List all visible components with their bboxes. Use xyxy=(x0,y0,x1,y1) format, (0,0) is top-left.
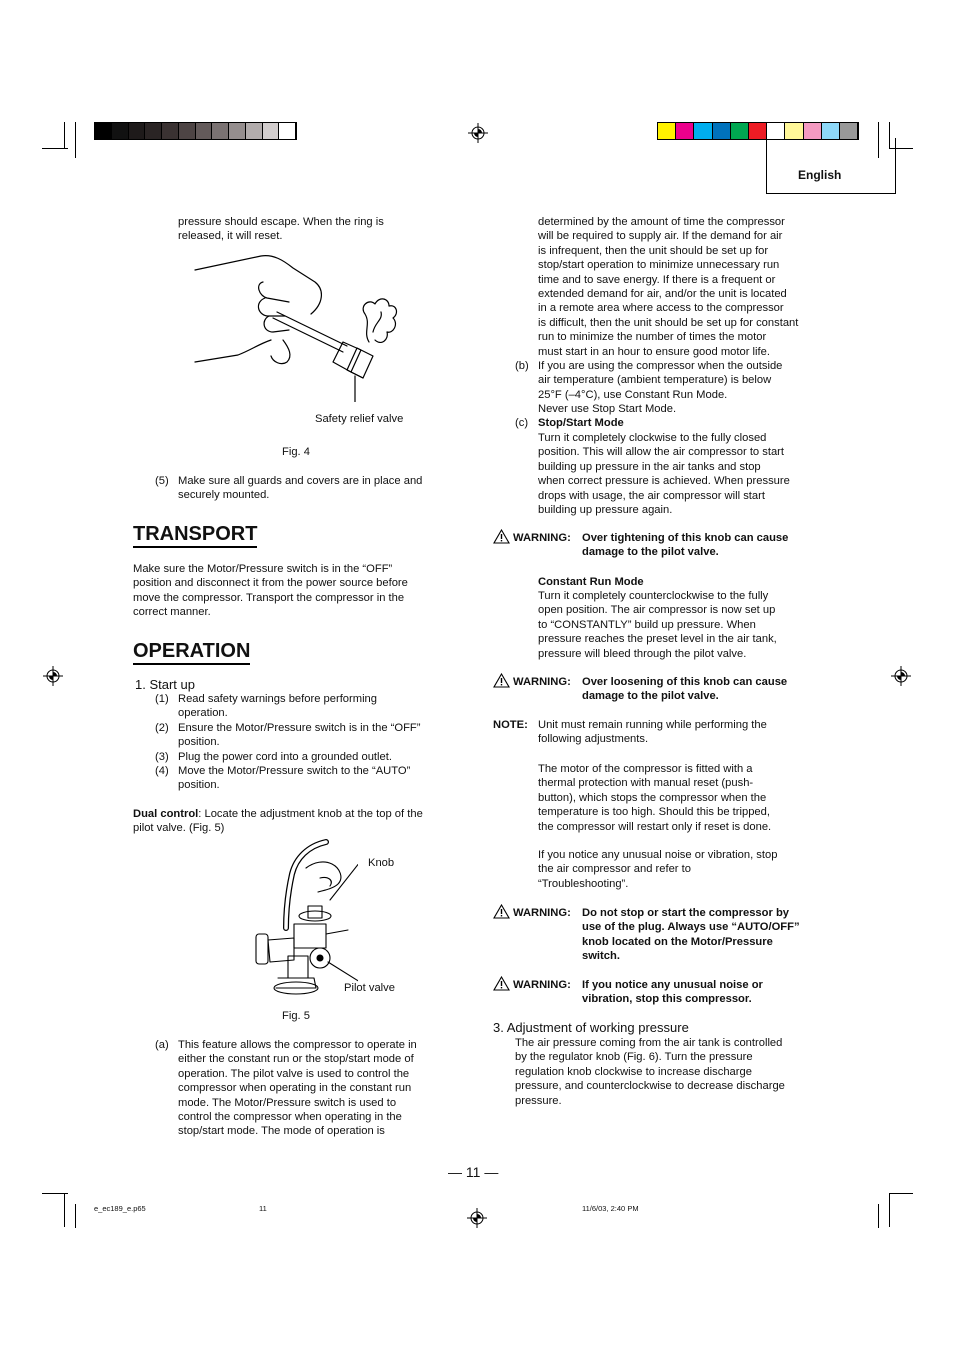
warning-icon xyxy=(493,673,510,688)
fig5-knob-label: Knob xyxy=(368,857,395,869)
warning3-line: use of the plug. Always use “AUTO/OFF” xyxy=(582,921,800,934)
warning2-text xyxy=(582,675,787,704)
warning-icon xyxy=(493,976,510,991)
adjustment-line: pressure, and counterclockwise to decrease discharge xyxy=(515,1080,785,1093)
footer-timestamp: 11/6/03, 2:40 PM xyxy=(582,1204,639,1213)
startup-item xyxy=(155,692,465,721)
item-b-line: 25°F (–4°C), use Constant Run Mode. xyxy=(538,388,728,401)
constant-run-line: to “CONSTANTLY” build up pressure. When xyxy=(538,618,756,631)
startup-item xyxy=(155,764,465,793)
color-swatch xyxy=(731,123,749,139)
adjustment-heading: 3. Adjustment of working pressure xyxy=(493,1020,689,1035)
startup-item-num: (4) xyxy=(155,765,169,778)
startup-item xyxy=(155,721,465,750)
right-continuation-line: extended demand for air, and/or the unit is located xyxy=(538,288,787,301)
item-c-line: position. This will allow the air compressor to start xyxy=(538,446,785,459)
gray-swatch xyxy=(179,123,196,139)
warning1-text xyxy=(582,531,788,560)
note-line: Unit must remain running while performing the xyxy=(538,719,767,731)
startup-item-line: Plug the power cord into a grounded outlet. xyxy=(178,750,392,763)
warning4-label: WARNING: xyxy=(513,979,571,991)
gray-swatch xyxy=(196,123,213,139)
dual-control-line2: pilot valve. (Fig. 5) xyxy=(133,822,225,835)
item-c-line: building up pressure again. xyxy=(538,504,673,517)
adjustment-line: pressure. xyxy=(515,1094,562,1107)
fig5-pilot-label: Pilot valve xyxy=(344,982,395,994)
warning2-line: damage to the pilot valve. xyxy=(582,690,719,703)
item-a-line: stop/start mode. The mode of operation is xyxy=(178,1125,385,1138)
color-swatch xyxy=(749,123,767,139)
fig5-illustration xyxy=(248,838,358,1000)
item-b-num: (b) xyxy=(515,360,529,372)
language-tab xyxy=(766,138,896,194)
transport-line: move the compressor. Transport the compressor in the xyxy=(133,591,405,604)
startup-item-line: Ensure the Motor/Pressure switch is in the “OFF” xyxy=(178,721,421,734)
color-swatch xyxy=(658,123,676,139)
right-continuation-line: run to minimize the number of times the motor xyxy=(538,331,767,344)
gray-swatch xyxy=(95,123,112,139)
right-continuation-line: determined by the amount of time the compressor xyxy=(538,216,785,228)
item-c-line: when correct pressure is achieved. When pressure xyxy=(538,475,790,488)
note-text xyxy=(538,718,767,747)
adjustment-line: The air pressure coming from the air tank is controlled xyxy=(515,1037,783,1049)
item-b-text xyxy=(538,359,782,417)
item-b-line: Never use Stop Start Mode. xyxy=(538,403,677,416)
fig4-label: Safety relief valve xyxy=(315,413,404,425)
right-continuation-line: must start in an hour to ensure good motor life. xyxy=(538,345,770,358)
footer-file-name: e_ec189_e.p65 xyxy=(94,1204,146,1213)
startup-heading: 1. Start up xyxy=(135,677,195,692)
warning4-line: If you notice any unusual noise or xyxy=(582,979,763,991)
startup-item xyxy=(155,750,465,764)
startup-item-num: (3) xyxy=(155,750,169,763)
gray-swatch xyxy=(229,123,246,139)
unusual-noise-text xyxy=(538,848,777,891)
gray-swatch xyxy=(212,123,229,139)
item-c-line: drops with usage, the air compressor will start xyxy=(538,489,765,502)
fig4-caption: Fig. 4 xyxy=(282,446,310,458)
right-continuation-line: is infrequent, then the unit should be set up for xyxy=(538,244,769,257)
constant-run-text xyxy=(538,589,777,661)
unusual-noise-line: If you notice any unusual noise or vibration, stop xyxy=(538,849,778,861)
unusual-noise-line: the air compressor and refer to xyxy=(538,863,691,876)
item5-text xyxy=(178,474,422,503)
warning4-text xyxy=(582,978,763,1007)
transport-line: Make sure the Motor/Pressure switch is in the “OFF” xyxy=(133,563,393,575)
warning3-line: knob located on the Motor/Pressure xyxy=(582,935,773,948)
operation-heading: OPERATION xyxy=(133,640,250,662)
warning1-line: Over tightening of this knob can cause xyxy=(582,532,789,544)
transport-line: correct manner. xyxy=(133,606,211,619)
warning3-line: Do not stop or start the compressor by xyxy=(582,907,789,919)
gray-swatch xyxy=(129,123,146,139)
color-swatch xyxy=(785,123,803,139)
item5-line: securely mounted. xyxy=(178,489,270,502)
dual-control-text xyxy=(133,807,423,836)
color-swatch xyxy=(767,123,785,139)
left-continuation-line: pressure should escape. When the ring is xyxy=(178,216,384,228)
left-continuation xyxy=(178,215,384,244)
page-number: — 11 — xyxy=(448,1164,499,1180)
transport-heading: TRANSPORT xyxy=(133,523,257,545)
startup-item-num: (2) xyxy=(155,721,169,734)
warning3-line: switch. xyxy=(582,950,620,963)
warning-icon xyxy=(493,904,510,919)
color-swatch xyxy=(676,123,694,139)
constant-run-line: open position. The air compressor is now set up xyxy=(538,604,776,617)
item-b-line: If you are using the compressor when the outside xyxy=(538,360,783,372)
startup-item-line: position. xyxy=(178,779,220,792)
item-a-line: operation. The pilot valve is used to control the xyxy=(178,1067,410,1080)
dual-control-rest: : Locate the adjustment knob at the top of the xyxy=(198,808,423,820)
constant-run-title: Constant Run Mode xyxy=(538,576,644,588)
adjustment-line: by the regulator knob (Fig. 6). Turn the pressure xyxy=(515,1051,753,1064)
color-swatch xyxy=(694,123,712,139)
adjustment-line: regulation knob clockwise to increase discharge xyxy=(515,1065,752,1078)
registration-target-top-icon xyxy=(468,123,488,143)
left-continuation-line: released, it will reset. xyxy=(178,230,283,243)
item-c-text xyxy=(538,431,790,517)
note-line: following adjustments. xyxy=(538,733,649,746)
registration-target-bottom-icon xyxy=(467,1208,487,1228)
motor-protection-line: The motor of the compressor is fitted with a xyxy=(538,763,753,775)
item-a-line: mode. The Motor/Pressure switch is used to xyxy=(178,1096,397,1109)
startup-item-num: (1) xyxy=(155,693,169,705)
warning3-text xyxy=(582,906,800,964)
color-swatch xyxy=(822,123,840,139)
color-swatch xyxy=(840,123,858,139)
dual-control-label: Dual control xyxy=(133,808,199,820)
item-c-num: (c) xyxy=(515,417,529,429)
item-a-num: (a) xyxy=(155,1039,169,1051)
gray-swatch xyxy=(246,123,263,139)
gray-swatch-strip xyxy=(94,122,297,140)
warning2-line: Over loosening of this knob can cause xyxy=(582,676,788,688)
adjustment-text xyxy=(515,1036,785,1108)
registration-target-right-icon xyxy=(891,666,911,686)
item5-line: Make sure all guards and covers are in place and xyxy=(178,475,423,487)
startup-list xyxy=(155,692,465,793)
motor-protection-text xyxy=(538,762,771,834)
warning1-label: WARNING: xyxy=(513,532,571,544)
warning3-label: WARNING: xyxy=(513,907,571,919)
item-a-line: This feature allows the compressor to operate in xyxy=(178,1039,417,1051)
constant-run-line: Turn it completely counterclockwise to the fully xyxy=(538,590,769,602)
item5-num: (5) xyxy=(155,475,169,487)
item-c-title: Stop/Start Mode xyxy=(538,417,624,429)
right-continuation-line: time and to save energy. If there is a frequent or xyxy=(538,273,776,286)
item-b-line: air temperature (ambient temperature) is below xyxy=(538,374,772,387)
warning-icon xyxy=(493,529,510,544)
startup-item-line: operation. xyxy=(178,707,228,720)
motor-protection-line: the compressor will restart only if reset is done. xyxy=(538,820,772,833)
unusual-noise-line: “Troubleshooting”. xyxy=(538,877,629,890)
right-continuation xyxy=(538,215,798,359)
item-a-line: either the constant run or the stop/start mode of xyxy=(178,1053,414,1066)
footer-file-page: 11 xyxy=(259,1204,267,1213)
gray-swatch xyxy=(145,123,162,139)
motor-protection-line: temperature is too high. Should this be tripped, xyxy=(538,806,770,819)
transport-text xyxy=(133,562,408,620)
color-swatch xyxy=(713,123,731,139)
right-continuation-line: is difficult, then the unit should be set up for constant xyxy=(538,316,799,329)
note-label: NOTE: xyxy=(493,719,528,731)
gray-swatch xyxy=(162,123,179,139)
warning1-line: damage to the pilot valve. xyxy=(582,546,719,559)
warning2-label: WARNING: xyxy=(513,676,571,688)
fig5-caption: Fig. 5 xyxy=(282,1010,310,1022)
motor-protection-line: thermal protection with manual reset (push- xyxy=(538,777,754,790)
constant-run-line: pressure reaches the preset level in the air tank, xyxy=(538,633,777,646)
registration-target-left-icon xyxy=(43,666,63,686)
gray-swatch xyxy=(112,123,129,139)
warning4-line: vibration, stop this compressor. xyxy=(582,993,752,1006)
right-continuation-line: stop/start operation to minimize unnecessary run xyxy=(538,259,780,272)
language-label: English xyxy=(798,168,842,182)
gray-swatch xyxy=(263,123,280,139)
right-continuation-line: will be required to supply air. If the demand for air xyxy=(538,230,783,243)
startup-item-line: Read safety warnings before performing xyxy=(178,693,377,705)
transport-line: position and disconnect it from the power source before xyxy=(133,577,408,590)
right-continuation-line: in a remote area where access to the compressor xyxy=(538,302,784,315)
color-swatch xyxy=(804,123,822,139)
item-c-line: Turn it completely clockwise to the fully closed xyxy=(538,432,767,444)
item-c-line: building up pressure in the air tanks and stop xyxy=(538,460,761,473)
item-a-line: compressor when operating in the constant run xyxy=(178,1082,412,1095)
fig4-illustration xyxy=(193,252,408,402)
gray-swatch xyxy=(279,123,296,139)
item-a-text xyxy=(178,1038,417,1139)
startup-item-line: position. xyxy=(178,736,220,749)
motor-protection-line: button), which stops the compressor when the xyxy=(538,791,767,804)
item-a-line: control the compressor when operating in the xyxy=(178,1111,402,1124)
constant-run-line: pressure will bleed through the pilot valve. xyxy=(538,647,747,660)
startup-item-line: Move the Motor/Pressure switch to the “AUTO” xyxy=(178,765,411,778)
